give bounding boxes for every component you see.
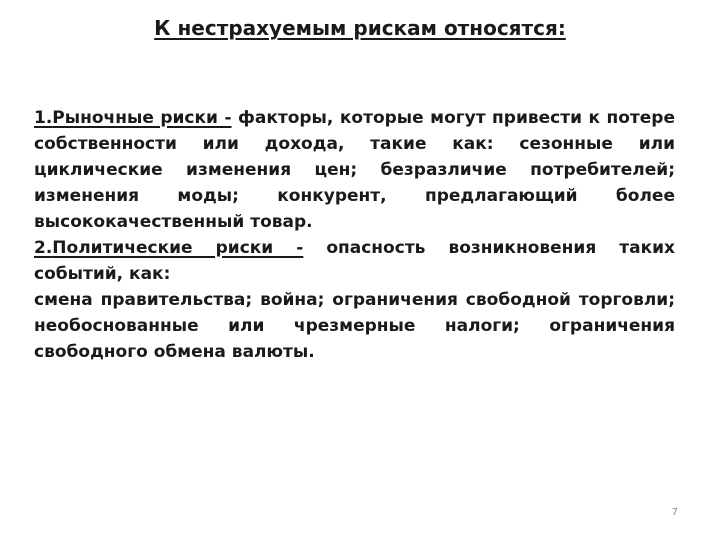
slide-title-text: К нестрахуемым рискам относятся: — [154, 16, 566, 40]
item-1-number: 1. — [34, 108, 53, 128]
item-2-text: опасность возникновения таких событий, как: — [34, 238, 675, 284]
page-number: 7 — [671, 507, 678, 518]
item-1-term: Рыночные риски - — [52, 108, 232, 128]
item-1-label — [34, 108, 232, 128]
item-2-number: 2. — [34, 238, 53, 258]
slide-title — [0, 16, 720, 40]
item-2-term: Политические риски - — [52, 238, 304, 258]
item-2-label — [34, 238, 303, 258]
item-rynochnye-riski — [34, 105, 675, 235]
item-2-detail: смена правительства; война; ограничения свободной торговли; необоснованные или чрезмерные налоги; ограничения свободного обмена валюты. — [34, 290, 675, 362]
item-politicheskie-riski — [34, 235, 675, 287]
content-body — [34, 105, 675, 365]
item-1-text: факторы, которые могут привести к потере собственности или дохода, такие как: сезонные или циклические изменения цен; безразличие потребителей; изменения моды; конкурент, предлагающий более высококачественный товар. — [34, 108, 675, 232]
